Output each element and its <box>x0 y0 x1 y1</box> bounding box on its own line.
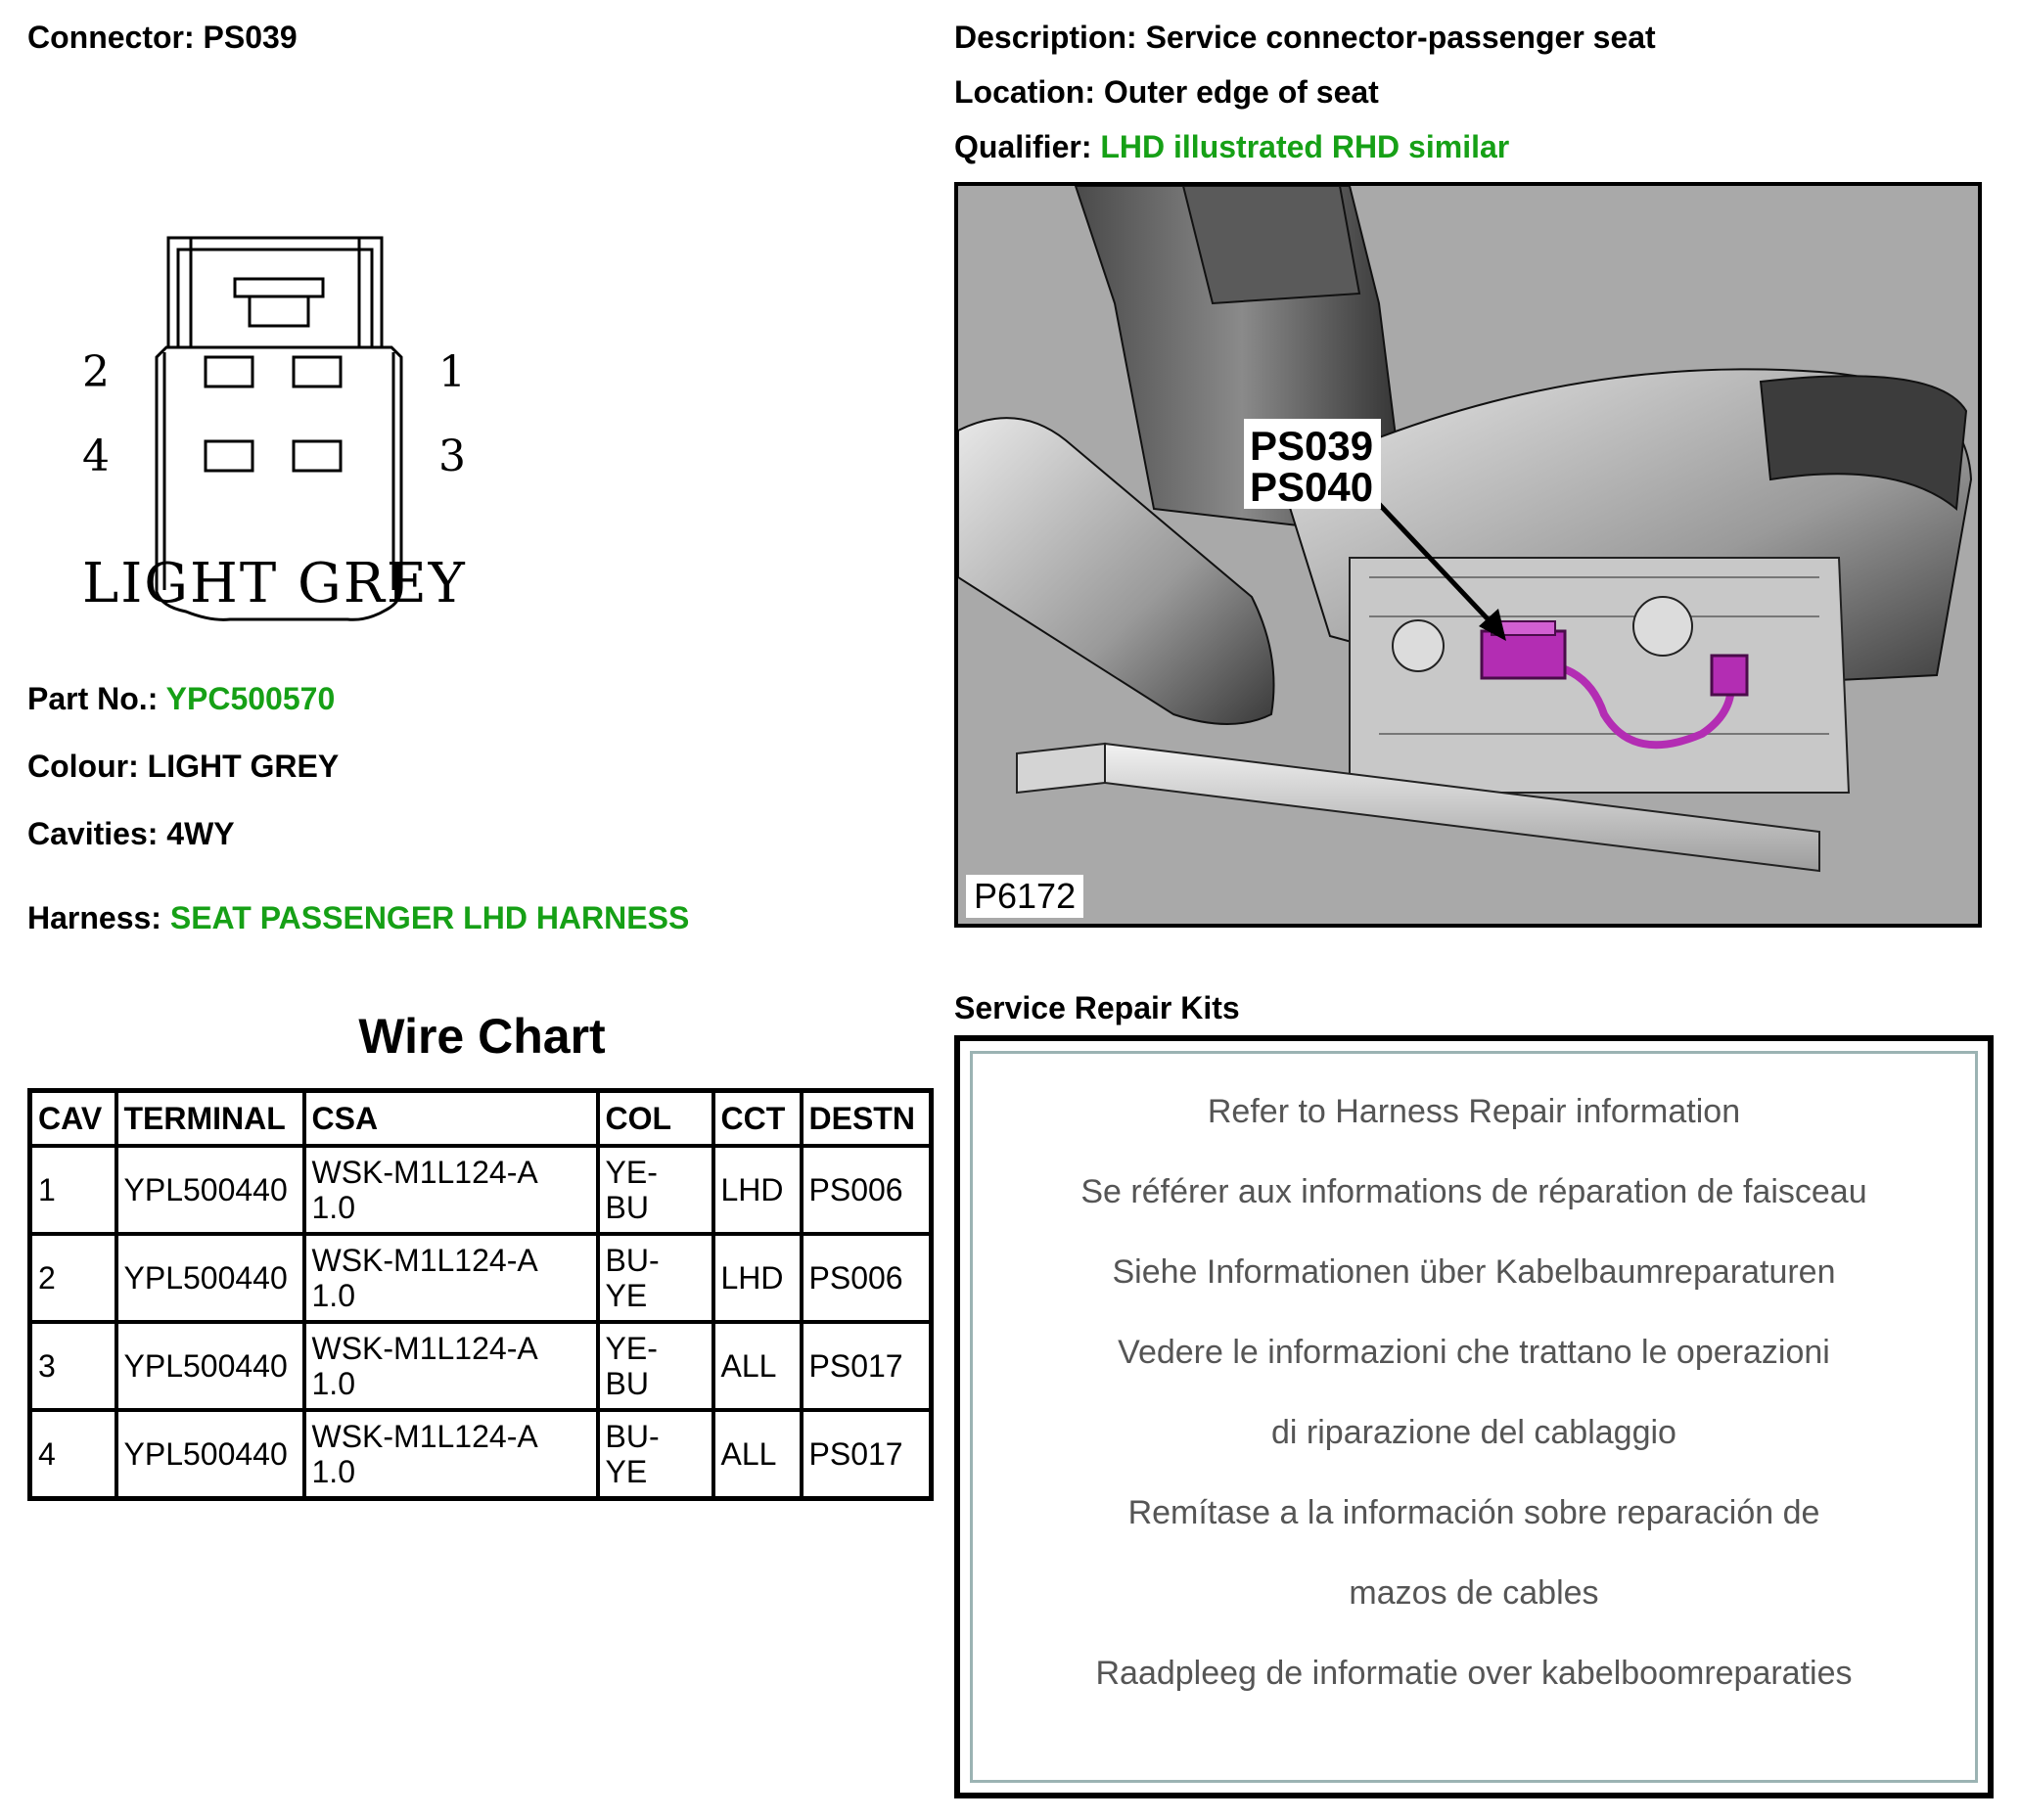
cell-col <box>598 1322 713 1410</box>
connector-label: Connector: <box>27 20 195 55</box>
cell-terminal: YPL500440 <box>116 1410 304 1499</box>
colour-value: LIGHT GREY <box>147 749 340 784</box>
col-header-terminal: TERMINAL <box>116 1091 304 1147</box>
col-header-col: COL <box>598 1091 713 1147</box>
table-header-row <box>30 1091 932 1147</box>
col-part1: YE- <box>605 1155 658 1190</box>
cell-terminal: YPL500440 <box>116 1146 304 1234</box>
cavities-label: Cavities: <box>27 816 159 851</box>
kit-line-it-2: di riparazione del cablaggio <box>1271 1414 1676 1451</box>
qualifier-label: Qualifier: <box>954 129 1092 164</box>
seat-illustration <box>958 186 1978 924</box>
cell-cct: ALL <box>713 1410 802 1499</box>
cell-destn: PS017 <box>802 1410 932 1499</box>
qualifier-line <box>954 129 1509 165</box>
service-repair-kits-inner <box>970 1051 1978 1783</box>
col-part2: BU <box>605 1190 649 1225</box>
cavities-line <box>27 816 235 852</box>
cell-terminal: YPL500440 <box>116 1322 304 1410</box>
cell-csa <box>304 1234 598 1322</box>
connector-value: PS039 <box>203 20 298 55</box>
table-row <box>30 1410 932 1499</box>
csa-size: 1.0 <box>311 1454 355 1489</box>
csa-spec: WSK-M1L124-A <box>311 1243 538 1278</box>
description-line <box>954 20 1656 56</box>
csa-spec: WSK-M1L124-A <box>311 1419 538 1454</box>
kit-line-it-1: Vedere le informazioni che trattano le operazioni <box>1118 1334 1830 1371</box>
callout-ps039: PS039 <box>1250 423 1374 469</box>
kit-line-es-2: mazos de cables <box>1349 1574 1599 1612</box>
col-header-cav: CAV <box>30 1091 116 1147</box>
part-number-label: Part No.: <box>27 681 159 716</box>
col-part2: BU <box>605 1366 649 1401</box>
cell-csa <box>304 1146 598 1234</box>
connector-colour-text: LIGHT GREY <box>82 552 467 615</box>
csa-size: 1.0 <box>311 1190 355 1225</box>
part-number-value[interactable]: YPC500570 <box>165 681 336 716</box>
col-part1: BU- <box>605 1419 660 1454</box>
location-value: Outer edge of seat <box>1103 74 1379 110</box>
cell-cct: LHD <box>713 1234 802 1322</box>
table-row <box>30 1234 932 1322</box>
image-reference-id: P6172 <box>966 875 1083 918</box>
pin-label-3: 3 <box>438 432 466 481</box>
cell-cct: LHD <box>713 1146 802 1234</box>
part-number-line <box>27 681 335 717</box>
csa-spec: WSK-M1L124-A <box>311 1155 538 1190</box>
pin-label-2: 2 <box>82 347 110 397</box>
csa-size: 1.0 <box>311 1366 355 1401</box>
col-part1: BU- <box>605 1243 660 1278</box>
csa-spec: WSK-M1L124-A <box>311 1331 538 1366</box>
col-header-cct: CCT <box>713 1091 802 1147</box>
cell-col <box>598 1410 713 1499</box>
description-value: Service connector-passenger seat <box>1145 20 1656 55</box>
location-illustration <box>954 182 1982 928</box>
callout-ps040: PS040 <box>1250 464 1374 510</box>
table-row <box>30 1146 932 1234</box>
harness-label: Harness: <box>27 900 161 935</box>
harness-line <box>27 900 689 936</box>
cell-cct: ALL <box>713 1322 802 1410</box>
cell-terminal: YPL500440 <box>116 1234 304 1322</box>
location-line <box>954 74 1379 111</box>
cell-csa <box>304 1322 598 1410</box>
kit-line-es-1: Remítase a la información sobre reparación de <box>1127 1494 1820 1531</box>
cell-cav: 4 <box>30 1410 116 1499</box>
pin-label-4: 4 <box>82 432 110 481</box>
cell-cav: 1 <box>30 1146 116 1234</box>
wire-chart-title: Wire Chart <box>358 1009 606 1064</box>
pin-label-1: 1 <box>438 347 466 397</box>
harness-value[interactable]: SEAT PASSENGER LHD HARNESS <box>169 900 690 935</box>
qualifier-value[interactable]: LHD illustrated RHD similar <box>1100 129 1510 164</box>
csa-size: 1.0 <box>311 1278 355 1313</box>
colour-label: Colour: <box>27 749 139 784</box>
description-label: Description: <box>954 20 1137 55</box>
service-repair-kits-title: Service Repair Kits <box>954 990 1240 1025</box>
cell-destn: PS006 <box>802 1146 932 1234</box>
service-repair-kits-box <box>954 1035 1994 1798</box>
col-part2: YE <box>605 1278 648 1313</box>
cell-destn: PS017 <box>802 1322 932 1410</box>
connector-heading <box>27 20 298 56</box>
kit-line-fr: Se référer aux informations de réparation de faisceau <box>1080 1173 1867 1210</box>
kit-line-en: Refer to Harness Repair information <box>1207 1093 1741 1130</box>
col-part2: YE <box>605 1454 648 1489</box>
location-label: Location: <box>954 74 1095 110</box>
kit-line-de: Siehe Informationen über Kabelbaumreparaturen <box>1112 1253 1836 1291</box>
connector-face-diagram <box>69 220 489 631</box>
cell-cav: 2 <box>30 1234 116 1322</box>
cell-cav: 3 <box>30 1322 116 1410</box>
table-row <box>30 1322 932 1410</box>
col-header-destn: DESTN <box>802 1091 932 1147</box>
cell-col <box>598 1234 713 1322</box>
col-part1: YE- <box>605 1331 658 1366</box>
cell-csa <box>304 1410 598 1499</box>
cavities-value: 4WY <box>166 816 235 851</box>
cell-destn: PS006 <box>802 1234 932 1322</box>
colour-line <box>27 749 339 785</box>
kit-line-nl: Raadpleeg de informatie over kabelboomreparaties <box>1095 1655 1853 1692</box>
wire-chart-table <box>27 1088 934 1501</box>
cell-col <box>598 1146 713 1234</box>
col-header-csa: CSA <box>304 1091 598 1147</box>
